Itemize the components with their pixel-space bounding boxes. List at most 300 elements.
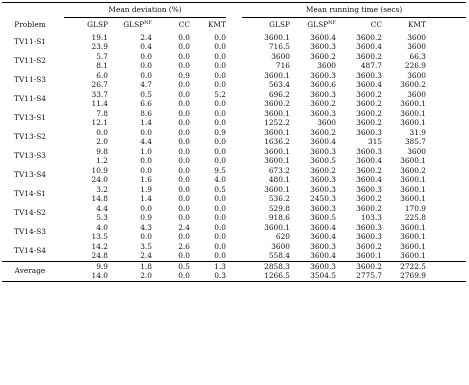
cell-dev-glspnf [108,33,152,52]
cell-value-second: 3600.6 [310,79,337,89]
cell-value-second: 3600.4 [356,79,383,89]
cell-value-first: 3.2 [96,184,108,194]
cell-value-first: 3600.3 [356,146,383,156]
cell-value-first: 3600.4 [310,222,337,232]
cell-value-second: 0.0 [178,79,190,89]
cell-value-second: 3600.2 [356,117,383,127]
cell-value-first: 5.7 [96,51,108,61]
cell-time-glspnf [290,52,336,71]
cell-value-first: 0.0 [178,165,190,175]
cell-value-first: 9.8 [96,146,108,156]
cell-value-second: 0.0 [178,270,190,280]
cell-value-first: 2.6 [178,241,190,251]
cell-time-kmt [382,204,426,223]
cell-value-first: 0.0 [214,241,227,251]
cell-dev-cc [152,128,190,147]
cell-value-second: 3600.3 [310,41,337,51]
cell-value-second: 0.0 [214,98,227,108]
problem-name: TV14-S1 [14,189,46,199]
cell-value-second: 0.0 [140,60,152,70]
cell-value-first: 0.0 [140,127,152,137]
cell-value-first: 0.0 [214,146,227,156]
problem-name: TV13-S1 [14,113,46,123]
cell-value-second: 8.1 [96,60,108,70]
cell-value-second: 24.0 [91,174,108,184]
cell-time-glspnf [290,204,336,223]
cell-value-second: 24.8 [91,250,108,260]
cell-dev-glsp [64,242,108,262]
cell-time-cc [336,262,382,282]
problem-name: TV11-S3 [14,75,46,85]
cell-value-second: 716 [275,60,291,70]
cell-time-glsp [242,185,290,204]
cell-value-first: 3600.4 [310,32,337,42]
cell-dev-cc [152,71,190,90]
cell-value-second: 13.5 [91,231,108,241]
cell-value-second: 14.8 [91,193,108,203]
cell-dev-glspnf [108,242,152,262]
cell-value-second: 3600.5 [310,212,337,222]
cell-value-second: 536.2 [268,193,291,203]
cell-time-glspnf [290,109,336,128]
cell-dev-kmt [190,52,226,71]
cell-time-glspnf [290,185,336,204]
cell-value-first: 19.1 [91,32,108,42]
cell-value-first: 529.8 [268,203,291,213]
cell-dev-cc [152,223,190,242]
cell-dev-glsp [64,223,108,242]
cell-time-cc [336,204,382,223]
cell-value-first: 3600.2 [356,108,383,118]
table-row [2,242,466,262]
cell-value-first: 3600.2 [356,32,383,42]
cell-value-second: 3600.4 [356,41,383,51]
cell-value-second: 3600 [407,41,427,51]
cell-dev-kmt [190,33,226,52]
cell-value-second: 0.0 [214,136,227,146]
cell-dev-glsp [64,90,108,109]
cell-time-cc [336,90,382,109]
cell-value-first: 33.7 [91,89,108,99]
cell-dev-cc [152,185,190,204]
cell-value-first: 9.9 [96,261,108,271]
problem-name: TV13-S2 [14,132,46,142]
cell-dev-glspnf [108,185,152,204]
cell-value-first: 3600.3 [310,108,337,118]
cell-dev-cc [152,109,190,128]
results-table [2,2,466,282]
cell-value-second: 3600.4 [356,155,383,165]
cell-dev-kmt [190,262,226,282]
cell-value-first: 9.5 [214,165,227,175]
cell-value-second: 3600.2 [400,79,427,89]
cell-value-second: 0.0 [178,155,190,165]
cell-value-second: 558.4 [268,250,291,260]
cell-value-second: 0.0 [214,193,227,203]
cell-time-cc [336,128,382,147]
cell-value-first: 0.0 [178,32,190,42]
cell-value-first: 3600.1 [264,70,291,80]
cell-dev-glspnf [108,166,152,185]
average-label: Average [2,262,58,282]
cell-value-first: 1.3 [214,261,227,271]
cell-time-glspnf [290,166,336,185]
cell-value-first: 3.5 [140,241,152,251]
cell-dev-glsp [64,52,108,71]
cell-value-first: 0.0 [140,165,152,175]
cell-value-second: 0.0 [178,98,190,108]
problem-name: TV11-S2 [14,56,46,66]
cell-value-first: 0.5 [140,89,152,99]
cell-time-glsp [242,223,290,242]
cell-value-first: 2722.5 [400,261,427,271]
group-header-running-time: Mean running time (secs) [242,3,466,18]
cell-dev-kmt [190,90,226,109]
cell-value-first: 0.0 [178,108,190,118]
cell-time-kmt [382,147,426,166]
cell-value-second: 0.0 [140,231,152,241]
cell-value-first: 0.0 [178,203,190,213]
cell-time-cc [336,33,382,52]
cell-value-first: 0.0 [140,51,152,61]
cell-value-first: 3600 [407,32,427,42]
cell-dev-cc [152,262,190,282]
cell-value-second: 12.1 [91,117,108,127]
cell-value-first: 0.0 [178,184,190,194]
col-header-time-glspnf: $GLSP^{NF}$ [307,20,337,30]
cell-dev-kmt [190,71,226,90]
cell-value-first: 0.0 [214,70,227,80]
cell-value-first: 3600 [407,89,427,99]
cell-value-first: 2858.3 [264,261,291,271]
cell-value-second: 2775.7 [356,270,383,280]
cell-value-first: 3600.2 [356,89,383,99]
cell-value-second: 0.0 [178,117,190,127]
col-header-dev-cc: CC [178,20,190,30]
cell-time-glsp [242,109,290,128]
cell-value-second: 23.9 [91,41,108,51]
col-header-dev-glspnf: $GLSP^{NF}$ [123,20,152,30]
cell-value-second: 4.7 [140,79,152,89]
cell-value-first: 3600 [271,241,291,251]
cell-time-kmt [382,109,426,128]
cell-value-second: 14.0 [91,270,108,280]
cell-value-second: 3600.2 [264,98,291,108]
cell-value-second: 0.0 [178,250,190,260]
cell-value-first: 3600.2 [356,203,383,213]
cell-value-first: 3600.2 [356,165,383,175]
cell-value-first: 0.0 [96,127,108,137]
cell-time-glspnf [290,128,336,147]
cell-time-kmt [382,90,426,109]
cell-value-second: 3600.3 [310,174,337,184]
cell-value-second: 225.8 [404,212,427,222]
cell-value-first: 0.5 [214,184,227,194]
cell-value-first: 3600.3 [356,184,383,194]
table-row [2,90,466,109]
cell-value-second: 385.7 [404,136,427,146]
cell-value-second: 103.3 [360,212,383,222]
cell-value-second: 2.0 [140,270,152,280]
cell-time-kmt [382,33,426,52]
cell-value-second: 3600.5 [310,155,337,165]
cell-time-glsp [242,204,290,223]
cell-value-second: 4.4 [140,136,152,146]
cell-time-kmt [382,242,426,262]
cell-value-first: 3600.1 [264,184,291,194]
cell-value-first: 3600.1 [400,241,427,251]
cell-value-first: 0.0 [178,89,190,99]
cell-value-first: 1.0 [140,146,152,156]
cell-dev-cc [152,242,190,262]
cell-dev-cc [152,147,190,166]
problem-name: TV11-S4 [14,94,46,104]
cell-dev-glspnf [108,262,152,282]
cell-value-first: 696.2 [268,89,291,99]
cell-dev-glsp [64,71,108,90]
cell-value-first: 3600.3 [310,146,337,156]
cell-value-second: 0.0 [178,231,190,241]
col-header-problem: Problem [14,19,46,29]
cell-time-glsp [242,71,290,90]
cell-value-second: 1252.2 [264,117,291,127]
col-header-time-cc: CC [370,20,383,30]
cell-time-kmt [382,185,426,204]
cell-value-second: 563.4 [268,79,291,89]
cell-time-glsp [242,262,290,282]
cell-value-first: 2.4 [178,222,190,232]
cell-time-kmt [382,71,426,90]
table-row [2,109,466,128]
cell-value-second: 1.4 [140,193,152,203]
cell-time-kmt [382,52,426,71]
problem-name: TV14-S3 [14,227,46,237]
cell-value-second: 3600.2 [356,98,383,108]
cell-value-first: 0.0 [178,127,190,137]
cell-value-first: 3600.3 [356,70,383,80]
cell-value-second: 0.0 [178,136,190,146]
cell-time-glspnf [290,242,336,262]
cell-value-second: 0.0 [214,212,227,222]
cell-value-first: 3600.2 [356,241,383,251]
table-row [2,185,466,204]
cell-dev-glspnf [108,71,152,90]
cell-value-second: 0.9 [140,212,152,222]
cell-value-second: 620 [275,231,291,241]
cell-value-first: 4.3 [140,222,152,232]
cell-value-first: 3600.1 [264,108,291,118]
cell-value-first: 0.0 [178,51,190,61]
cell-value-first: 0.0 [214,203,227,213]
cell-value-first: 3600.3 [310,184,337,194]
cell-value-first: 4.4 [96,203,108,213]
cell-value-second: 3600.1 [400,174,427,184]
cell-value-second: 3600.1 [400,117,427,127]
cell-value-second: 2450.3 [310,193,337,203]
cell-value-second: 1.4 [140,117,152,127]
col-header-time-kmt: KMT [407,20,427,30]
cell-time-cc [336,242,382,262]
cell-value-second: 0.0 [140,155,152,165]
cell-value-second: 0.3 [214,270,227,280]
cell-time-glspnf [290,147,336,166]
cell-value-second: 487.7 [360,60,383,70]
cell-value-second: 3600.4 [310,136,337,146]
cell-value-second: 3600.1 [400,193,427,203]
results-table-figure [0,2,469,385]
group-header-deviation: Mean deviation (%) [64,3,226,18]
cell-dev-kmt [190,204,226,223]
cell-time-kmt [382,166,426,185]
cell-value-second: 2769.9 [400,270,427,280]
cell-value-first: 0.0 [140,70,152,80]
cell-value-first: 0.0 [178,146,190,156]
cell-value-second: 3600.1 [356,250,383,260]
cell-value-first: 3600 [271,51,291,61]
cell-dev-cc [152,204,190,223]
cell-value-second: 0.4 [140,41,152,51]
cell-value-first: 3600.1 [400,222,427,232]
cell-time-cc [336,147,382,166]
cell-time-glsp [242,33,290,52]
problem-name: TV11-S1 [14,37,46,47]
cell-value-first: 3600 [407,146,427,156]
cell-time-cc [336,52,382,71]
cell-value-first: 7.8 [96,108,108,118]
cell-time-glspnf [290,33,336,52]
cell-value-second: 226.9 [404,60,427,70]
cell-time-kmt [382,128,426,147]
cell-value-second: 3600 [317,117,337,127]
col-header-dev-glsp: GLSP [87,20,108,30]
cell-value-first: 3600 [407,70,427,80]
cell-dev-glsp [64,262,108,282]
table-row [2,166,466,185]
cell-value-second: 0.0 [214,79,227,89]
cell-value-first: 3600.1 [264,222,291,232]
cell-value-first: 66.3 [409,51,427,61]
cell-value-first: 3600.3 [310,261,337,271]
cell-time-glsp [242,147,290,166]
cell-dev-kmt [190,109,226,128]
cell-value-first: 3600.3 [310,203,337,213]
cell-time-cc [336,166,382,185]
cell-dev-glsp [64,128,108,147]
cell-value-first: 3600.3 [310,89,337,99]
cell-value-second: 0.0 [214,231,227,241]
cell-value-first: 6.0 [96,70,108,80]
cell-value-first: 3600.3 [310,241,337,251]
cell-value-first: 4.0 [96,222,108,232]
cell-dev-kmt [190,242,226,262]
cell-dev-glspnf [108,90,152,109]
cell-value-first: 31.9 [409,127,427,137]
cell-value-second: 0.0 [178,41,190,51]
cell-dev-glspnf [108,223,152,242]
cell-dev-kmt [190,147,226,166]
cell-value-second: 1.2 [96,155,108,165]
cell-dev-glspnf [108,52,152,71]
cell-value-first: 3600.2 [310,127,337,137]
cell-dev-kmt [190,185,226,204]
cell-value-second: 3600.1 [400,155,427,165]
cell-value-second: 1266.5 [264,270,291,280]
cell-dev-glsp [64,33,108,52]
cell-value-second: 3600.4 [310,231,337,241]
cell-time-cc [336,109,382,128]
cell-value-second: 716.5 [268,41,291,51]
table-row [2,52,466,71]
cell-dev-glsp [64,204,108,223]
cell-value-second: 1636.2 [264,136,291,146]
table-row [2,204,466,223]
cell-dev-glsp [64,147,108,166]
cell-value-first: 0.0 [214,51,227,61]
cell-value-second: 0.0 [214,155,227,165]
cell-value-first: 1.9 [140,184,152,194]
cell-value-second: 3600.1 [400,231,427,241]
col-header-dev-kmt: KMT [207,20,227,30]
cell-dev-kmt [190,128,226,147]
cell-time-glspnf [290,262,336,282]
table-body [2,33,466,282]
cell-time-kmt [382,223,426,242]
cell-value-second: 3600.2 [310,98,337,108]
cell-value-first: 3600.2 [310,165,337,175]
cell-value-second: 0.0 [214,250,227,260]
cell-time-glspnf [290,223,336,242]
cell-value-first: 3600.3 [310,70,337,80]
problem-name: TV14-S4 [14,246,46,256]
cell-value-second: 2.4 [140,250,152,260]
cell-value-first: 3600.1 [400,184,427,194]
cell-time-cc [336,223,382,242]
cell-value-first: 0.0 [214,108,227,118]
cell-value-second: 6.6 [140,98,152,108]
cell-value-second: 918.6 [268,212,291,222]
cell-time-glsp [242,128,290,147]
cell-dev-glspnf [108,147,152,166]
cell-value-first: 3600.2 [356,51,383,61]
table-row [2,223,466,242]
cell-value-second: 5.3 [96,212,108,222]
cell-value-first: 170.9 [404,203,427,213]
cell-value-second: 3600.1 [400,250,427,260]
table-row [2,33,466,52]
cell-value-first: 0.9 [214,127,227,137]
cell-dev-glsp [64,166,108,185]
cell-dev-cc [152,33,190,52]
cell-dev-cc [152,90,190,109]
cell-value-first: 0.5 [178,261,190,271]
cell-value-second: 26.7 [91,79,108,89]
cell-time-cc [336,71,382,90]
table-row [2,71,466,90]
cell-time-glspnf [290,90,336,109]
cell-value-second: 1.6 [140,174,152,184]
cell-time-glsp [242,52,290,71]
cell-value-first: 3600.3 [356,127,383,137]
cell-value-first: 0.0 [214,32,227,42]
cell-value-second: 2.0 [96,136,108,146]
problem-name: TV13-S3 [14,151,46,161]
cell-dev-glsp [64,109,108,128]
cell-value-second: 0.0 [214,60,227,70]
cell-value-second: 3600.1 [264,155,291,165]
cell-value-first: 3600.1 [264,146,291,156]
cell-value-first: 3600.2 [310,51,337,61]
cell-dev-glspnf [108,109,152,128]
